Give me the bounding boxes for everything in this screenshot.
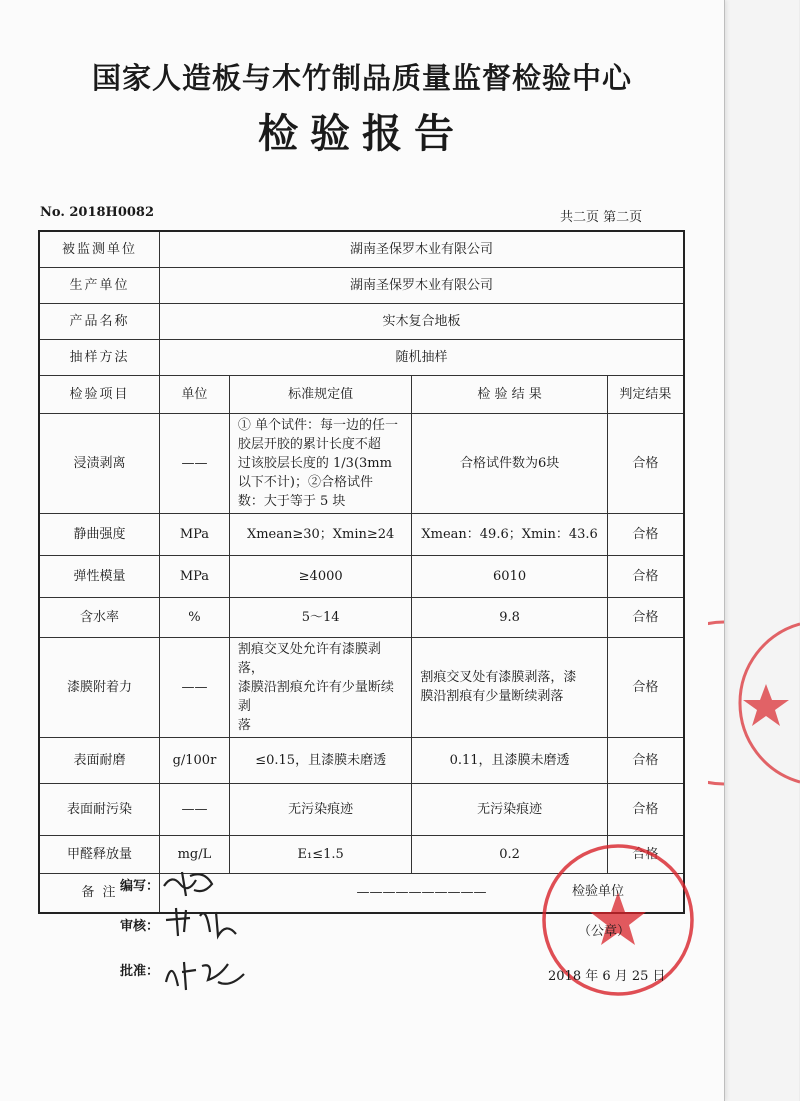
table-row [39, 737, 684, 783]
sampling-value: 随机抽样 [159, 339, 684, 375]
seal-label: （公章） [578, 924, 631, 939]
approved-by-label: 批准： [120, 964, 160, 979]
product-value: 实木复合地板 [159, 303, 684, 339]
standard-line: ① 单个试件：每一边的任一 [237, 417, 399, 433]
document-title: 检验报告 [258, 111, 466, 157]
col-header-standard: 标准规定值 [229, 375, 412, 413]
row-result: 合格试件数为6块 [412, 413, 607, 513]
remarks-value: —————————— [159, 873, 684, 913]
col-header-result: 检 验 结 果 [412, 375, 607, 413]
standard-line: 数：大于等于 5 块 [237, 493, 346, 509]
row-verdict: 合格 [607, 513, 684, 555]
row-result: 6010 [412, 555, 607, 597]
row-result: 9.8 [412, 597, 607, 637]
row-verdict: 合格 [607, 737, 684, 783]
product-row [39, 303, 684, 339]
standard-line: 漆膜沿割痕允许有少量断续剥 [237, 679, 394, 714]
row-standard: 无污染痕迹 [229, 783, 412, 835]
row-standard: 5～14 [229, 597, 412, 637]
row-verdict: 合格 [607, 413, 684, 513]
table-row [39, 597, 684, 637]
row-item: 含水率 [39, 597, 159, 637]
table-row [39, 783, 684, 835]
inspection-table [38, 230, 685, 914]
result-line: 膜沿割痕有少量断续剥落 [420, 689, 564, 704]
col-header-item: 检验项目 [39, 375, 159, 413]
inspected-unit-row [39, 231, 684, 267]
row-standard: ≥4000 [229, 555, 412, 597]
row-result: 无污染痕迹 [412, 783, 607, 835]
row-item: 甲醛释放量 [39, 835, 159, 873]
row-item: 静曲强度 [39, 513, 159, 555]
partial-seal-overhang [724, 618, 800, 788]
row-standard: E₁≤1.5 [229, 835, 412, 873]
row-unit: —— [159, 637, 229, 737]
table-row [39, 555, 684, 597]
row-unit: —— [159, 783, 229, 835]
page-indicator: 共二页 第二页 [560, 210, 643, 225]
remarks-label: 备 注 [39, 873, 159, 913]
table-row [39, 637, 684, 737]
producer-label: 生产单位 [39, 267, 159, 303]
standard-line: 落 [237, 717, 251, 733]
sampling-row [39, 339, 684, 375]
row-standard: ≤0.15，且漆膜未磨透 [229, 737, 412, 783]
row-item: 表面耐磨 [39, 737, 159, 783]
row-result: Xmean：49.6；Xmin：43.6 [412, 513, 607, 555]
row-unit: g/100r [159, 737, 229, 783]
standard-line: 过该胶层长度的 1/3(3mm [237, 455, 392, 471]
partial-seal-edge [708, 618, 724, 788]
inspection-unit-label: 检验单位 [572, 884, 625, 899]
column-header-row [39, 375, 684, 413]
sampling-label: 抽样方法 [39, 339, 159, 375]
org-title: 国家人造板与木竹制品质量监督检验中心 [91, 61, 632, 95]
standard-line: 割痕交叉处允许有漆膜剥落， [237, 641, 381, 676]
row-item: 表面耐污染 [39, 783, 159, 835]
row-standard: Xmean≥30；Xmin≥24 [229, 513, 412, 555]
reviewed-signature [160, 902, 240, 942]
row-unit: —— [159, 413, 229, 513]
row-standard [229, 637, 412, 737]
report-number: No. 2018H0082 [40, 205, 155, 220]
row-verdict: 合格 [607, 783, 684, 835]
row-verdict: 合格 [607, 555, 684, 597]
row-result [412, 637, 607, 737]
reviewed-by-label: 审核： [120, 919, 160, 934]
row-result: 0.11，且漆膜未磨透 [412, 737, 607, 783]
producer-value: 湖南圣保罗木业有限公司 [159, 267, 684, 303]
row-verdict: 合格 [607, 597, 684, 637]
row-unit: % [159, 597, 229, 637]
product-label: 产品名称 [39, 303, 159, 339]
row-standard [229, 413, 412, 513]
report-date: 2018 年 6 月 25 日 [548, 969, 666, 984]
row-unit: MPa [159, 555, 229, 597]
col-header-verdict: 判定结果 [607, 375, 684, 413]
producer-row [39, 267, 684, 303]
approved-signature [158, 952, 248, 996]
table-row [39, 513, 684, 555]
row-item: 漆膜附着力 [39, 637, 159, 737]
result-line: 割痕交叉处有漆膜剥落，漆 [420, 670, 577, 685]
inspected-unit-value: 湖南圣保罗木业有限公司 [159, 231, 684, 267]
standard-line: 以下不计)；②合格试件 [237, 474, 373, 490]
compiled-signature [160, 866, 220, 900]
row-verdict: 合格 [607, 637, 684, 737]
row-item: 浸渍剥离 [39, 413, 159, 513]
row-unit: mg/L [159, 835, 229, 873]
row-item: 弹性模量 [39, 555, 159, 597]
table-row [39, 413, 684, 513]
compiled-by-label: 编写： [120, 879, 160, 894]
col-header-unit: 单位 [159, 375, 229, 413]
row-unit: MPa [159, 513, 229, 555]
row-verdict: 合格 [607, 835, 684, 873]
inspected-unit-label: 被监测单位 [39, 231, 159, 267]
standard-line: 胶层开胶的累计长度不超 [237, 436, 381, 452]
row-result: 0.2 [412, 835, 607, 873]
